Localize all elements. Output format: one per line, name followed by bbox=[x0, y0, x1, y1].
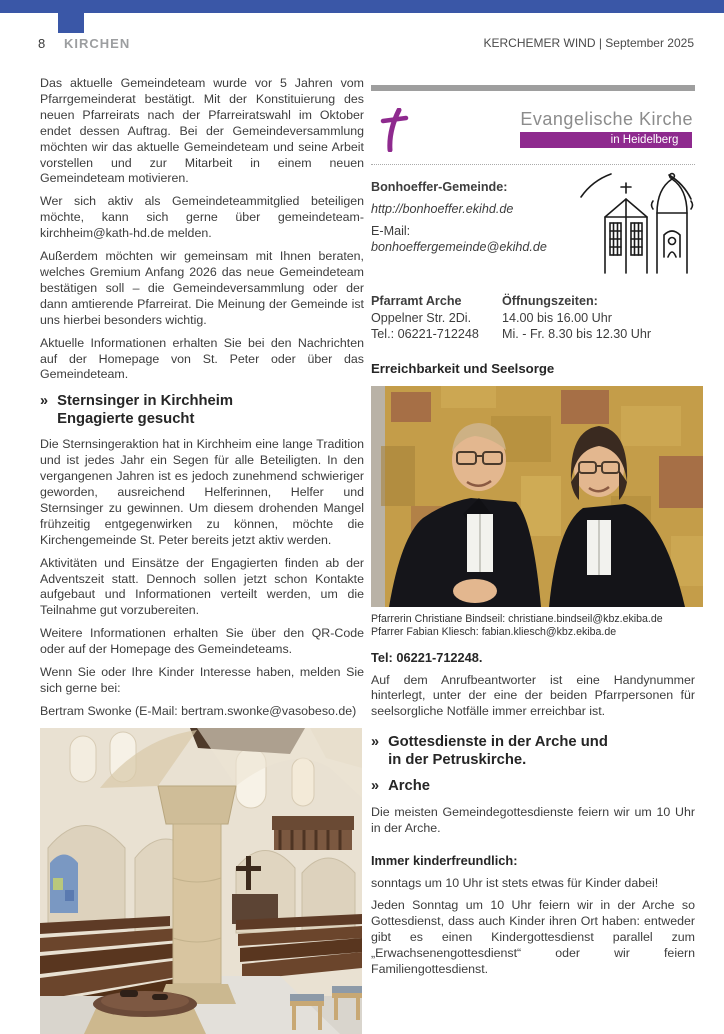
heading-arche-text: Arche bbox=[388, 778, 431, 795]
heading-marker-icon: » bbox=[371, 734, 380, 751]
telephone-line: Tel: 06221-712248. bbox=[371, 649, 483, 665]
left-column bbox=[40, 76, 364, 1034]
separator-gray-bar bbox=[371, 85, 695, 91]
heading-gottesdienste bbox=[371, 734, 695, 769]
issue-header: KERCHEMER WIND | September 2025 bbox=[483, 36, 694, 50]
section-title: KIRCHEN bbox=[64, 36, 131, 51]
heading-gottesdienste-text: Gottesdienste in der Arche und in der Petruskirche. bbox=[388, 734, 608, 768]
paragraph-sternsinger-4: Wenn Sie oder Ihre Kinder Interesse haben, melden Sie sich gerne bei: bbox=[40, 665, 364, 695]
paragraph-gemeindeteam-3: Außerdem möchten wir gemeinsam mit Ihnen beraten, welches Gremium Anfang 2026 das neue Gemeindeteam bestätigen soll – die Gemeindeversammlung oder der dann amtierende Pfarreirat. Die Meinung der Gemeinde ist uns hierbei besonders wichtig. bbox=[40, 249, 364, 327]
bonhoeffer-label: Bonhoeffer-Gemeinde: bbox=[371, 180, 508, 194]
heading-marker-icon: » bbox=[371, 778, 380, 795]
heading-arche bbox=[371, 778, 695, 796]
paragraph-arche: Die meisten Gemeindegottesdienste feiern wir um 10 Uhr in der Arche. bbox=[371, 804, 695, 835]
photo-caption bbox=[371, 613, 695, 640]
bonhoeffer-url[interactable]: http://bonhoeffer.ekihd.de bbox=[371, 202, 514, 216]
pfarramt-info bbox=[371, 293, 695, 343]
hours-line1: 14.00 bis 16.00 Uhr bbox=[502, 310, 612, 325]
seelsorge-title: Erreichbarkeit und Seelsorge bbox=[371, 360, 555, 376]
paragraph-sternsinger-2: Aktivitäten und Einsätze der Engagierten finden ab der Adventszeit statt. Dennoch sollen jetzt schon Kontakte aufgebaut und Informationen verteilt werden, um die Teilnahme gut vorzubereiten. bbox=[40, 555, 364, 618]
caption-bindseil: Pfarrerin Christiane Bindseil: christiane.bindseil@kbz.ekiba.de bbox=[371, 612, 663, 625]
bonhoeffer-email[interactable]: bonhoeffergemeinde@ekihd.de bbox=[371, 240, 547, 254]
header-blue-tab bbox=[58, 13, 84, 33]
heading-sternsinger bbox=[40, 393, 364, 428]
email-label: E-Mail: bbox=[371, 224, 411, 238]
dotted-divider bbox=[371, 164, 695, 165]
heading-sternsinger-text: Sternsinger in Kirchheim Engagierte gesucht bbox=[57, 393, 234, 427]
cross-icon bbox=[379, 108, 409, 152]
paragraph-kinder-2: Jeden Sonntag um 10 Uhr feiern wir in der Arche so Gottesdienst, dass auch Kinder ihren Ort haben: entweder gibt es einen Kindergottesdienst parallel zum „Erwachsenengottesdienst“ oder wir feiern Familiengottesdienst. bbox=[371, 898, 695, 977]
paragraph-anrufbeantworter: Auf dem Anrufbeantworter ist eine Handynummer hinterlegt, unter der eine der beiden Pfarrpersonen für seelsorgliche Notfälle immer erreichbar ist. bbox=[371, 672, 695, 719]
paragraph-gemeindeteam-4: Aktuelle Informationen erhalten Sie bei den Nachrichten auf der Homepage von St. Peter oder über das Gemeindeteam. bbox=[40, 335, 364, 382]
right-column bbox=[371, 85, 695, 985]
pfarramt-phone: Tel.: 06221-712248 bbox=[371, 327, 479, 341]
page-number: 8 bbox=[38, 36, 46, 51]
paragraph-kinder-1: sonntags um 10 Uhr ist stets etwas für Kinder dabei! bbox=[371, 875, 659, 890]
paragraph-gemeindeteam-1: Das aktuelle Gemeindeteam wurde vor 5 Jahren vom Pfarrgemeinderat bestätigt. Mit der Konstituierung des neuen Pfarreirats nach der Pfarreiratswahl im Oktober endet dessen Auftrag. Bei der Gemeindeversammlung möchten wir das aktuelle Gemeindeteam und seine Arbeit vorstellen und zur Mitarbeit in einem neuen Gemeindeteam motivieren. bbox=[40, 76, 364, 186]
pfarramt-address: Oppelner Str. 2Di. bbox=[371, 310, 472, 325]
logo-subtitle: in Heidelberg bbox=[520, 132, 692, 148]
pfarramt-title: Pfarramt Arche bbox=[371, 294, 462, 308]
caption-kliesch: Pfarrer Fabian Kliesch: fabian.kliesch@kbz.ekiba.de bbox=[371, 626, 617, 638]
logo-title: Evangelische Kirche bbox=[520, 109, 693, 129]
paragraph-sternsinger-3: Weitere Informationen erhalten Sie über den QR-Code oder auf der Homepage des Gemeindeteams. bbox=[40, 626, 364, 657]
pastors-photo bbox=[371, 386, 703, 607]
bonhoeffer-email-line bbox=[371, 223, 581, 255]
hours-line2: Mi. - Fr. 8.30 bis 12.30 Uhr bbox=[502, 327, 652, 341]
paragraph-sternsinger-1: Die Sternsingeraktion hat in Kirchheim eine lange Tradition und ist jedes Jahr ein Segen für alle Beteiligten. In den vergangenen Jahren ist es jedoch zunehmend schwieriger geworden, ausreichend Helferinnen, Helfer und Sternsinger zu gewinnen. Um diesem drohenden Mangel frühzeitig entgegenwirken zu können, möchte die Kirchengemeinde St. Peter bereits jetzt aktiv werden. bbox=[40, 437, 364, 547]
header-blue-bar bbox=[0, 0, 724, 13]
kinderfreundlich-title: Immer kinderfreundlich: bbox=[371, 852, 518, 868]
evangelische-kirche-logo bbox=[371, 102, 695, 160]
church-interior-photo bbox=[40, 728, 362, 1034]
contact-line: Bertram Swonke (E-Mail: bertram.swonke@vasobeso.de) bbox=[40, 703, 357, 718]
hours-title: Öffnungszeiten: bbox=[502, 294, 598, 308]
bonhoeffer-block bbox=[371, 179, 695, 291]
church-buildings-icon bbox=[577, 171, 695, 275]
paragraph-gemeindeteam-2: Wer sich aktiv als Gemeindeteammitglied beteiligen möchte, kann sich gerne über gemeindeteam-kirchheim@kath-hd.de melden. bbox=[40, 194, 364, 241]
heading-marker-icon: » bbox=[40, 393, 49, 410]
